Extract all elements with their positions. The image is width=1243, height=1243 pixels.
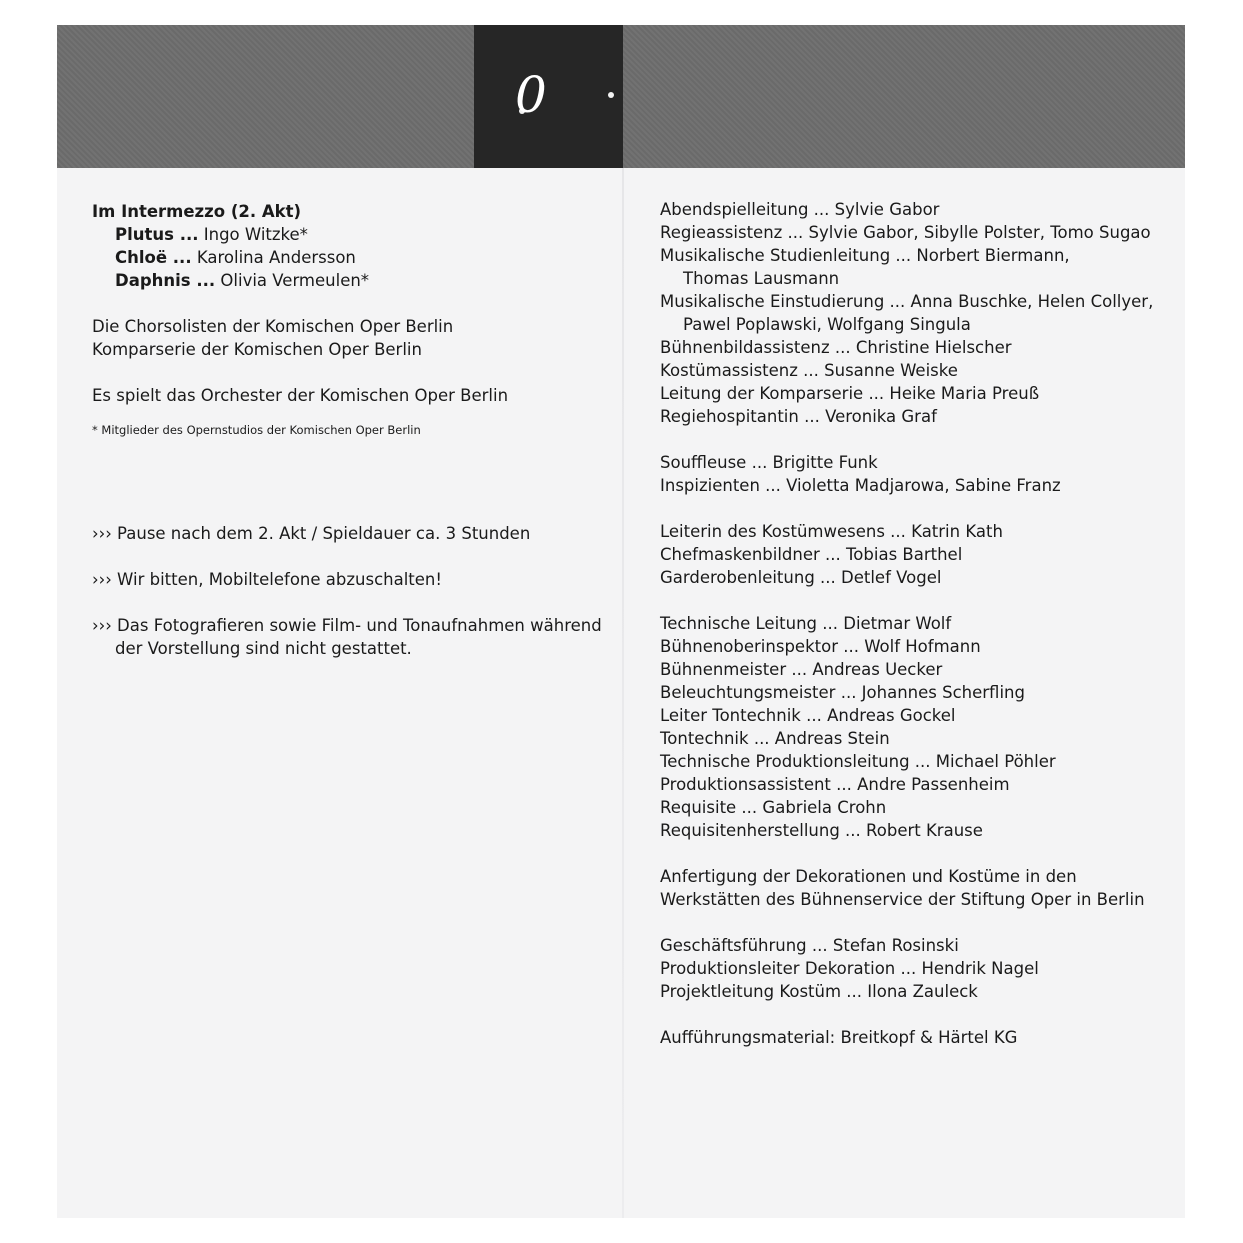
logo-dot-right [608, 92, 614, 98]
credit-line: Abendspielleitung ... Sylvie Gabor [660, 200, 940, 219]
credit-line: Projektleitung Kostüm ... Ilona Zauleck [660, 982, 978, 1001]
credit-line: Produktionsassistent ... Andre Passenheim [660, 775, 1010, 794]
credit-line: Requisitenherstellung ... Robert Krause [660, 821, 983, 840]
right-column [660, 198, 1160, 1049]
notice-phones [92, 568, 592, 591]
singer-name: Ingo Witzke* [203, 225, 308, 244]
credit-line: Produktionsleiter Dekoration ... Hendrik Nagel [660, 959, 1039, 978]
notice-text: ››› Das Fotografieren sowie Film- und Tonaufnahmen während [92, 616, 602, 635]
credit-line: Souffleuse ... Brigitte Funk [660, 453, 878, 472]
cast-row [92, 223, 592, 246]
credit-line: Technische Produktionsleitung ... Michael Pöhler [660, 752, 1056, 771]
intermezzo-heading: Im Intermezzo (2. Akt) [92, 202, 302, 221]
notice-pause [92, 522, 592, 545]
workshop-line: Werkstätten des Bühnenservice der Stiftung Oper in Berlin [660, 890, 1145, 909]
cast-row [92, 269, 592, 292]
logo-box [474, 25, 623, 168]
page-fold [622, 168, 624, 1218]
singer-name: Olivia Vermeulen* [220, 271, 370, 290]
role-name: Plutus ... [115, 225, 199, 244]
opera-logo-mark: 0 [515, 66, 547, 124]
credit-line: Geschäftsführung ... Stefan Rosinski [660, 936, 959, 955]
material-credit: Aufführungsmaterial: Breitkopf & Härtel KG [660, 1028, 1018, 1047]
credit-line: Kostümassistenz ... Susanne Weiske [660, 361, 958, 380]
singer-name: Karolina Andersson [196, 248, 356, 267]
credit-line: Chefmaskenbildner ... Tobias Barthel [660, 545, 963, 564]
notice-text: ››› Wir bitten, Mobiltelefone abzuschalten! [92, 570, 443, 589]
credit-line: Requisite ... Gabriela Crohn [660, 798, 887, 817]
left-column [92, 200, 602, 660]
credit-line: Inspizienten ... Violetta Madjarowa, Sabine Franz [660, 476, 1061, 495]
credit-line: Leiter Tontechnik ... Andreas Gockel [660, 706, 956, 725]
notice-recording [92, 614, 602, 660]
credit-line: Beleuchtungsmeister ... Johannes Scherfling [660, 683, 1025, 702]
credit-line: Regieassistenz ... Sylvie Gabor, Sibylle Polster, Tomo Sugao [660, 223, 1151, 242]
cast-row [92, 246, 592, 269]
credit-line: Garderobenleitung ... Detlef Vogel [660, 568, 942, 587]
notice-text-continued: der Vorstellung sind nicht gestattet. [115, 639, 412, 658]
credit-line: Technische Leitung ... Dietmar Wolf [660, 614, 952, 633]
footnote: * Mitglieder des Opernstudios der Komischen Oper Berlin [92, 423, 421, 437]
credit-line: Leitung der Komparserie ... Heike Maria Preuß [660, 384, 1040, 403]
notice-text: ››› Pause nach dem 2. Akt / Spieldauer ca. 3 Stunden [92, 524, 531, 543]
credit-line: Bühnenmeister ... Andreas Uecker [660, 660, 943, 679]
credit-line: Bühnenoberinspektor ... Wolf Hofmann [660, 637, 981, 656]
credit-line: Musikalische Studienleitung ... Norbert Biermann, [660, 246, 1070, 265]
orchestra-line: Es spielt das Orchester der Komischen Oper Berlin [92, 386, 509, 405]
credit-line-continued: Pawel Poplawski, Wolfgang Singula [683, 315, 971, 334]
credit-line: Bühnenbildassistenz ... Christine Hielscher [660, 338, 1012, 357]
credit-line: Leiterin des Kostümwesens ... Katrin Kath [660, 522, 1003, 541]
ensemble-line: Die Chorsolisten der Komischen Oper Berlin [92, 317, 454, 336]
credit-line: Tontechnik ... Andreas Stein [660, 729, 890, 748]
workshop-line: Anfertigung der Dekorationen und Kostüme in den [660, 867, 1077, 886]
ensemble-line: Komparserie der Komischen Oper Berlin [92, 340, 422, 359]
credit-line: Regiehospitantin ... Veronika Graf [660, 407, 937, 426]
credit-line-continued: Thomas Lausmann [683, 269, 840, 288]
role-name: Chloë ... [115, 248, 192, 267]
program-sheet [57, 25, 1185, 1218]
credit-line: Musikalische Einstudierung ... Anna Buschke, Helen Collyer, [660, 292, 1154, 311]
role-name: Daphnis ... [115, 271, 216, 290]
